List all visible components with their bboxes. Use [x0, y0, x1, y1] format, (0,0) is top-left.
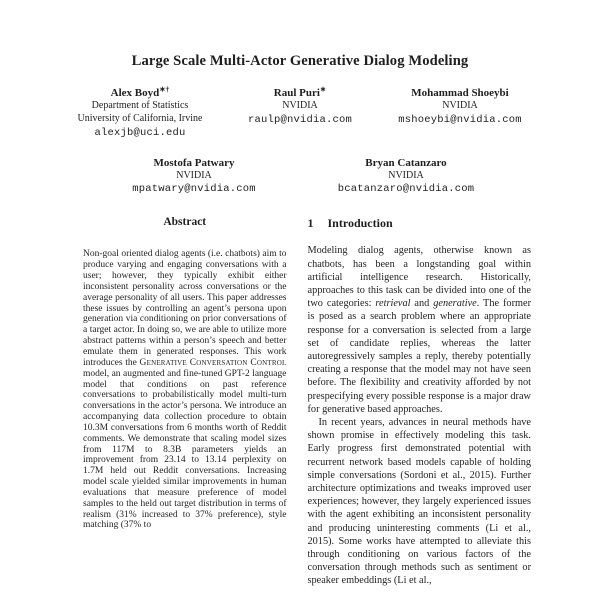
intro-paragraph-2: In recent years, advances in neural methods have shown promise in effectively modeling this task. Early progress first demonstrated potential with recurrent network based models capable of holding simple conversations (Sordoni et al., 2015). Further architecture optimizations and tweaks improved user experiences; however, they largely experienced issues with the agent exhibiting an inconsistent personality and producing uninteresting comments (Li et al., 2015). Some works have attempted to alleviate this through conditioning on various factors of the conversation through methods such as sentiment or speaker embeddings (Li et al.,: [307, 417, 531, 587]
author-name: Raul Puri∗: [273, 84, 327, 99]
paper-title: Large Scale Multi-Actor Generative Dialog Modeling: [131, 53, 469, 69]
affiliation-line: University of California, Irvine: [77, 112, 203, 124]
author-name: Mohammad Shoeybi: [411, 87, 509, 99]
affiliation-line: NVIDIA: [176, 169, 212, 181]
abstract-text: Non-goal oriented dialog agents (i.e. chatbots) aim to produce varying and engaging conversations with a user; however, they typically exhibit either inconsistent personality across conversations or the average personality of all users. This paper addresses these issues by controlling an agent’s persona upon generation via conditioning on prior conversations of a target actor. In doing so, we are able to utilize more abstract patterns within a person’s speech and better emulate them in generated responses. This work introduces the Generative Conversation Control model, an augmented and fine-tuned GPT-2 language model that conditions on past reference conversations to probabilistically model multi-turn conversations in the actor’s persona. We introduce an accompanying data collection procedure to obtain 10.3M conversations from 6 months worth of Reddit comments. We demonstrate that scaling model sizes from 117M to 8.3B parameters yields an improvement from 23.14 to 13.14 perplexity on 1.7M held out Reddit conversations. Increasing model scale yielded similar improvements in human evaluations that measure preference of model samples to the held out target distribution in terms of realism (31% increased to 37% preference), style matching (37% to: [83, 249, 287, 531]
section-number: 1: [307, 216, 314, 231]
two-column-body: [73, 216, 531, 587]
author-block-mohammad-shoeybi: [380, 87, 540, 140]
author-row-2: [0, 157, 600, 197]
affiliation-line: NVIDIA: [388, 169, 424, 181]
column-left: [73, 216, 297, 587]
author-name: Mostofa Patwary: [153, 156, 235, 169]
author-email: bcatanzaro@nvidia.com: [337, 183, 475, 196]
author-email: mpatwary@nvidia.com: [132, 183, 256, 196]
abstract-heading: Abstract: [163, 216, 207, 229]
author-email: alexjb@uci.edu: [94, 126, 186, 139]
intro-paragraph-1: Modeling dialog agents, otherwise known as chatbots, has been a longstanding goal within artificial intelligence research. Historically, approaches to this task can be divided into one of the two categories: retrieval and generative. The former is posed as a search problem where an appropriate response for a conversation is selected from a large set of candidate replies, whereas the latter autoregressively samples a reply, thereby potentially creating a response that the model may not have seen before. The flexibility and creativity afforded by not prespecifying every possible response is a major draw for generative based approaches.: [307, 245, 532, 415]
author-block-mostofa-patwary: [119, 157, 269, 197]
author-name: Bryan Catanzaro: [365, 156, 447, 169]
author-row-1: [60, 84, 540, 140]
author-block-alex-boyd: [60, 84, 220, 140]
column-right: [308, 216, 532, 587]
affiliation-line: Department of Statistics: [91, 100, 189, 111]
affiliation-line: NVIDIA: [442, 100, 478, 111]
author-block-raul-puri: [220, 84, 380, 140]
author-name: Alex Boyd∗†: [110, 84, 170, 99]
author-email: mshoeybi@nvidia.com: [398, 113, 522, 126]
affiliation-line: NVIDIA: [282, 100, 318, 111]
section-title: Introduction: [327, 216, 393, 231]
author-email: raulp@nvidia.com: [247, 113, 353, 126]
author-footnote-marks: ∗†: [159, 84, 170, 94]
author-footnote-marks: ∗: [319, 84, 327, 94]
author-block-bryan-catanzaro: [331, 157, 481, 197]
section-heading-introduction: [308, 216, 532, 231]
